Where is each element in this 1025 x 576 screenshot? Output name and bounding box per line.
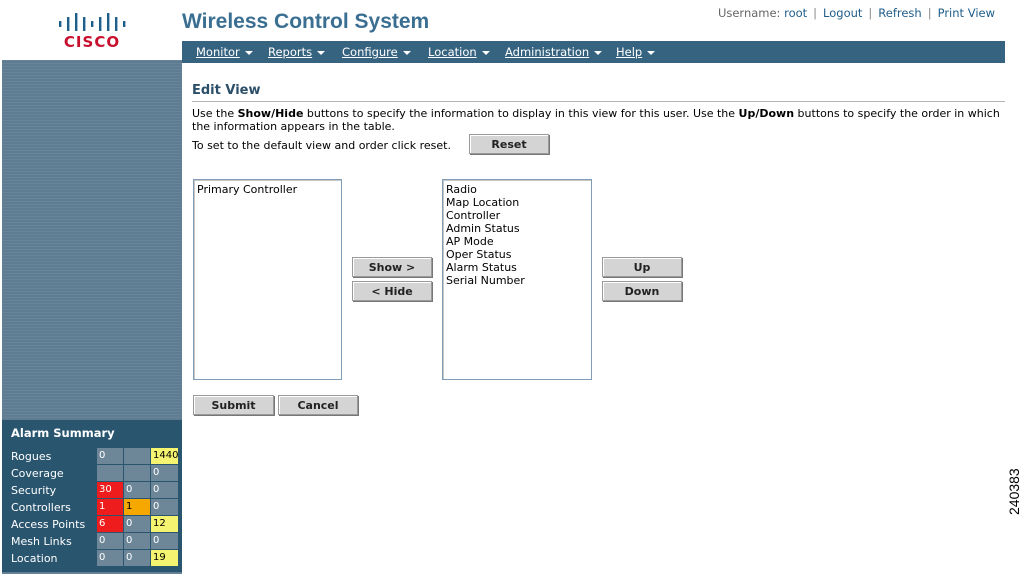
menu-administration-label: Administration [505, 45, 590, 59]
alarm-major-count[interactable]: 0 [124, 550, 151, 566]
menu-configure-label: Configure [342, 45, 398, 59]
alarm-minor-count[interactable]: 0 [151, 482, 179, 498]
down-button[interactable]: Down [602, 281, 682, 301]
cancel-button[interactable]: Cancel [278, 395, 358, 415]
chevron-down-icon [403, 51, 411, 55]
alarm-minor-count[interactable]: 0 [151, 499, 179, 515]
submit-button[interactable]: Submit [193, 395, 274, 415]
chevron-down-icon [317, 51, 325, 55]
shown-column-option[interactable]: AP Mode [446, 235, 494, 248]
cisco-logo [2, 2, 182, 60]
sidebar [2, 2, 182, 574]
hidden-column-option[interactable]: Primary Controller [197, 183, 298, 196]
instr-bold-updown: Up/Down [738, 107, 795, 120]
hide-button[interactable]: < Hide [352, 281, 432, 301]
shown-column-option[interactable]: Serial Number [446, 274, 525, 287]
alarm-row-label[interactable]: Access Points [11, 518, 86, 531]
print-view-link[interactable]: Print View [937, 6, 995, 20]
chevron-down-icon [482, 51, 490, 55]
menu-location[interactable] [428, 45, 490, 59]
top-links: Username: root | Logout | Refresh | Print View [717, 6, 995, 20]
menu-monitor[interactable] [196, 45, 253, 59]
alarm-row [2, 448, 182, 465]
alarm-row-label[interactable]: Location [11, 552, 58, 565]
alarm-critical-count[interactable] [97, 465, 124, 481]
alarm-critical-count[interactable]: 0 [97, 533, 124, 549]
figure-number: 240383 [1006, 468, 1022, 515]
alarm-major-count[interactable] [124, 448, 151, 464]
alarm-minor-count[interactable]: 1440 [151, 448, 179, 464]
alarm-critical-count[interactable]: 30 [97, 482, 124, 498]
refresh-link[interactable]: Refresh [878, 6, 922, 20]
alarm-minor-count[interactable]: 0 [151, 465, 179, 481]
chevron-down-icon [245, 51, 253, 55]
alarm-row [2, 550, 182, 567]
app-title: Wireless Control System [182, 10, 430, 33]
alarm-critical-count[interactable]: 0 [97, 550, 124, 566]
alarm-major-count[interactable] [124, 465, 151, 481]
instr-part: Use the [192, 107, 238, 120]
up-button[interactable]: Up [602, 257, 682, 277]
menu-reports-label: Reports [268, 45, 313, 59]
alarm-row [2, 482, 182, 499]
shown-column-option[interactable]: Controller [446, 209, 501, 222]
alarm-summary-panel [2, 420, 182, 572]
menu-help-label: Help [616, 45, 643, 59]
instr-part: buttons to specify the order in which the information appears in the table. [192, 107, 1000, 133]
alarm-row-label[interactable]: Mesh Links [11, 535, 72, 548]
page-title: Edit View [192, 83, 261, 98]
show-button[interactable]: Show > [352, 257, 432, 277]
alarm-row [2, 499, 182, 516]
hidden-columns-listbox[interactable] [193, 179, 342, 380]
cisco-wordmark: CISCO [63, 33, 121, 51]
username-label: Username: [717, 6, 781, 20]
menu-monitor-label: Monitor [196, 45, 240, 59]
logout-link[interactable]: Logout [823, 6, 863, 20]
alarm-row-label[interactable]: Security [11, 484, 57, 497]
alarm-critical-count[interactable]: 0 [97, 448, 124, 464]
shown-columns-listbox[interactable] [442, 179, 592, 380]
alarm-summary-title: Alarm Summary [11, 426, 115, 440]
alarm-major-count[interactable]: 0 [124, 516, 151, 532]
chevron-down-icon [647, 51, 655, 55]
shown-column-option[interactable]: Radio [446, 183, 477, 196]
reset-button[interactable]: Reset [469, 134, 549, 154]
title-divider [192, 101, 1005, 102]
reset-note: To set to the default view and order click reset. [192, 139, 451, 152]
menu-location-label: Location [428, 45, 477, 59]
alarm-critical-count[interactable]: 6 [97, 516, 124, 532]
username-value: root [784, 6, 808, 20]
alarm-row [2, 533, 182, 550]
shown-column-option[interactable]: Admin Status [446, 222, 520, 235]
main-menu-bar [182, 41, 1005, 63]
chevron-down-icon [594, 51, 602, 55]
alarm-major-count[interactable]: 0 [124, 533, 151, 549]
alarm-row [2, 516, 182, 533]
shown-column-option[interactable]: Oper Status [446, 248, 512, 261]
menu-reports[interactable] [268, 45, 325, 59]
alarm-row-label[interactable]: Controllers [11, 501, 71, 514]
shown-column-option[interactable]: Map Location [446, 196, 520, 209]
menu-administration[interactable] [505, 45, 602, 59]
alarm-row [2, 465, 182, 482]
instr-bold-showhide: Show/Hide [237, 107, 304, 120]
alarm-major-count[interactable]: 0 [124, 482, 151, 498]
alarm-row-label[interactable]: Coverage [11, 467, 64, 480]
menu-help[interactable] [616, 45, 655, 59]
menu-configure[interactable] [342, 45, 411, 59]
alarm-row-label[interactable]: Rogues [11, 450, 52, 463]
cisco-bars-icon [58, 12, 128, 32]
alarm-critical-count[interactable]: 1 [97, 499, 124, 515]
alarm-minor-count[interactable]: 12 [151, 516, 179, 532]
instr-part: buttons to specify the information to display in this view for this user. Use the [303, 107, 739, 120]
alarm-minor-count[interactable]: 19 [151, 550, 179, 566]
alarm-minor-count[interactable]: 0 [151, 533, 179, 549]
instructions-text [192, 107, 1002, 133]
shown-column-option[interactable]: Alarm Status [446, 261, 517, 274]
alarm-major-count[interactable]: 1 [124, 499, 151, 515]
